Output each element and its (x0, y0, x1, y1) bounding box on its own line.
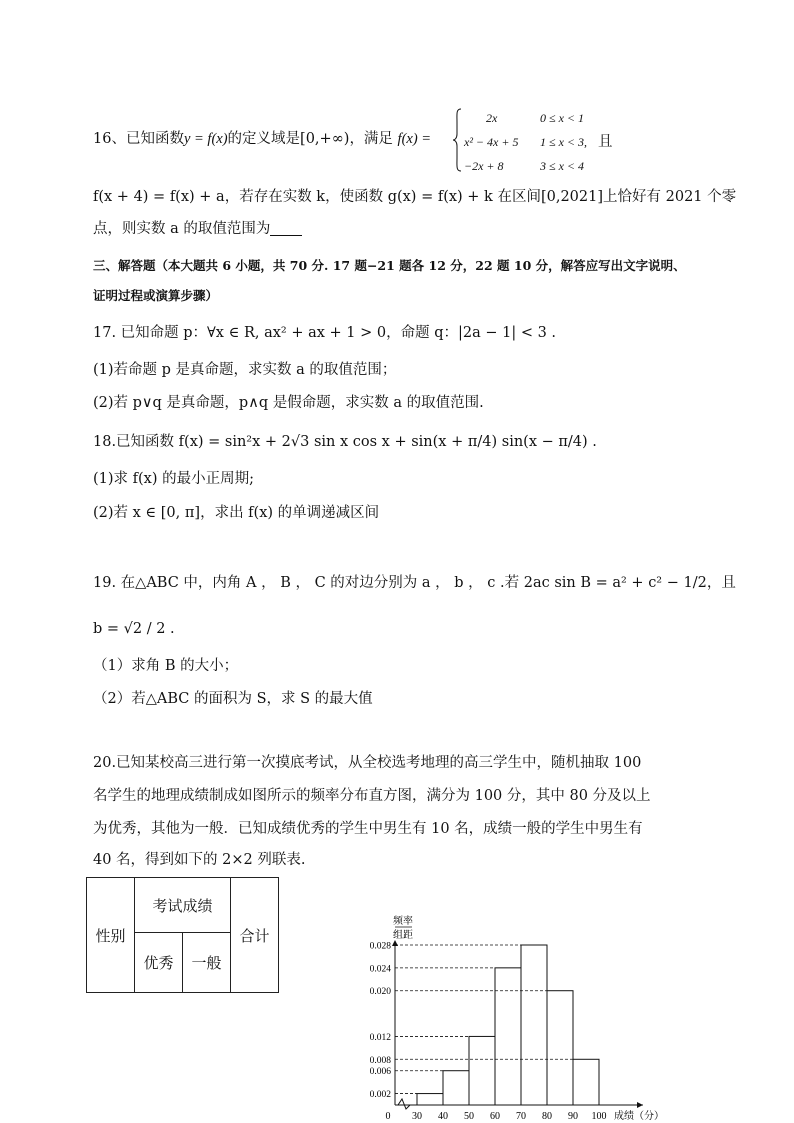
y-tick-label: 0.028 (369, 941, 391, 952)
piece-row (462, 154, 602, 178)
xlabel: 成绩（分） (614, 1111, 664, 1120)
y-tick-label: 0.006 (369, 1067, 391, 1078)
piece-cond: 0 ≤ x < 1 (540, 111, 585, 125)
q18-part1: (1)求 f(x) 的最小正周期; (93, 471, 255, 487)
piece-cond: 1 ≤ x < 3, (540, 135, 588, 149)
piece-row (462, 106, 602, 130)
q16-piece-lhs: f(x) = (397, 131, 432, 147)
x-tick-label: 100 (591, 1111, 607, 1120)
q17-part2: (2)若 p∨q 是真命题，p∧q 是假命题，求实数 a 的取值范围. (93, 395, 484, 411)
x-tick-label: 90 (568, 1111, 578, 1120)
table-header-average: 一般 (183, 933, 231, 993)
piecewise-brace (452, 108, 462, 172)
histogram-bar (417, 1094, 443, 1105)
piece-expr: −2x + 8 (464, 159, 504, 173)
chart-x-ticks (412, 1111, 607, 1120)
x-tick-label: 70 (516, 1111, 526, 1120)
q16-post: ，满足 (349, 131, 393, 147)
q19-stem: 19. 在△ABC 中，内角 A ， B ， C 的对边分别为 a ， b ， c .若 2ac sin B = a² + c² − 1/2，且 (93, 575, 736, 591)
q16-line2: f(x + 4) = f(x) + a，若存在实数 k，使函数 g(x) = f(x) + k 在区间[0,2021]上恰好有 2021 个零 (93, 189, 737, 205)
q16-fx: y = f(x) (183, 131, 228, 147)
y-tick-label: 0.008 (369, 1055, 391, 1066)
y-tick-label: 0.020 (369, 987, 391, 998)
q16-line3 (93, 218, 302, 240)
x-tick-label: 50 (464, 1111, 474, 1120)
section3-heading: 三、解答题（本大题共 6 小题，共 70 分. 17 题−21 题各 12 分，22 题 10 分，解答应写出文字说明、 (93, 258, 686, 273)
y-tick-label: 0.012 (369, 1032, 391, 1043)
ylabel-top: 频率 (393, 916, 413, 927)
piecewise-cases (462, 106, 613, 178)
q20-line3: 为优秀，其他为一般．已知成绩优秀的学生中男生有 10 名，成绩一般的学生中男生有 (93, 821, 643, 837)
histogram-bar (469, 1036, 495, 1105)
chart-guides (395, 945, 573, 1094)
q16-prefix: 16、已知函数 (93, 131, 184, 147)
histogram-bar (443, 1071, 469, 1105)
table-header-gender: 性别 (87, 878, 135, 993)
q20-line4: 40 名，得到如下的 2×2 列联表. (93, 852, 306, 868)
x-tick-label: 80 (542, 1111, 552, 1120)
origin-label: 0 (385, 1111, 391, 1120)
piece-tail: 且 (598, 134, 613, 150)
section3-heading-cont: 证明过程或演算步骤） (93, 288, 219, 303)
piece-cond: 3 ≤ x < 4 (540, 159, 585, 173)
q16-domain: [0,+∞) (300, 131, 350, 147)
q19-stem-cont: b = √2 / 2 . (93, 621, 175, 637)
q16-line3-text: 点，则实数 a 的取值范围为 (93, 221, 271, 237)
chart-y-ticks (370, 942, 392, 1101)
q19-part2: （2）若△ABC 的面积为 S，求 S 的最大值 (93, 691, 373, 707)
x-tick-label: 30 (412, 1111, 422, 1120)
q17-part1: (1)若命题 p 是真命题，求实数 a 的取值范围； (93, 362, 397, 378)
chart-bars (417, 945, 599, 1105)
q16-mid: 的定义域是 (227, 131, 301, 147)
table-header-score: 考试成绩 (135, 878, 231, 933)
frequency-histogram (355, 910, 685, 1120)
x-tick-label: 40 (438, 1111, 448, 1120)
piece-row (462, 130, 613, 154)
ylabel-bottom: 组距 (393, 930, 413, 941)
table-header-excellent: 优秀 (135, 933, 183, 993)
histogram-bar (573, 1059, 599, 1105)
answer-blank (270, 219, 302, 236)
y-tick-label: 0.024 (369, 964, 391, 975)
chart-axes (392, 940, 643, 1109)
piece-expr: 2x (486, 111, 498, 125)
axis-break-mark (398, 1099, 410, 1109)
q20-line2: 名学生的地理成绩制成如图所示的频率分布直方图，满分为 100 分，其中 80 分及以上 (93, 788, 651, 804)
table-header-total: 合计 (231, 878, 279, 993)
contingency-table (86, 877, 279, 993)
y-tick-label: 0.002 (369, 1090, 391, 1101)
histogram-bar (495, 968, 521, 1105)
histogram-bar (547, 991, 573, 1105)
q20-line1: 20.已知某校高三进行第一次摸底考试，从全校选考地理的高三学生中，随机抽取 100 (93, 755, 642, 771)
histogram-bar (521, 945, 547, 1105)
piece-expr: x² − 4x + 5 (464, 135, 519, 149)
x-tick-label: 60 (490, 1111, 500, 1120)
q17-stem: 17. 已知命题 p：∀x ∈ R, ax² + ax + 1 > 0，命题 q：|2a − 1| < 3 . (93, 325, 557, 341)
q19-part1: （1）求角 B 的大小； (93, 658, 239, 674)
q18-stem: 18.已知函数 f(x) = sin²x + 2√3 sin x cos x + sin(x + π/4) sin(x − π/4) . (93, 434, 597, 450)
x-axis-arrow (637, 1102, 643, 1108)
q16-line1 (93, 128, 431, 150)
q18-part2: (2)若 x ∈ [0, π]，求出 f(x) 的单调递减区间 (93, 505, 380, 521)
